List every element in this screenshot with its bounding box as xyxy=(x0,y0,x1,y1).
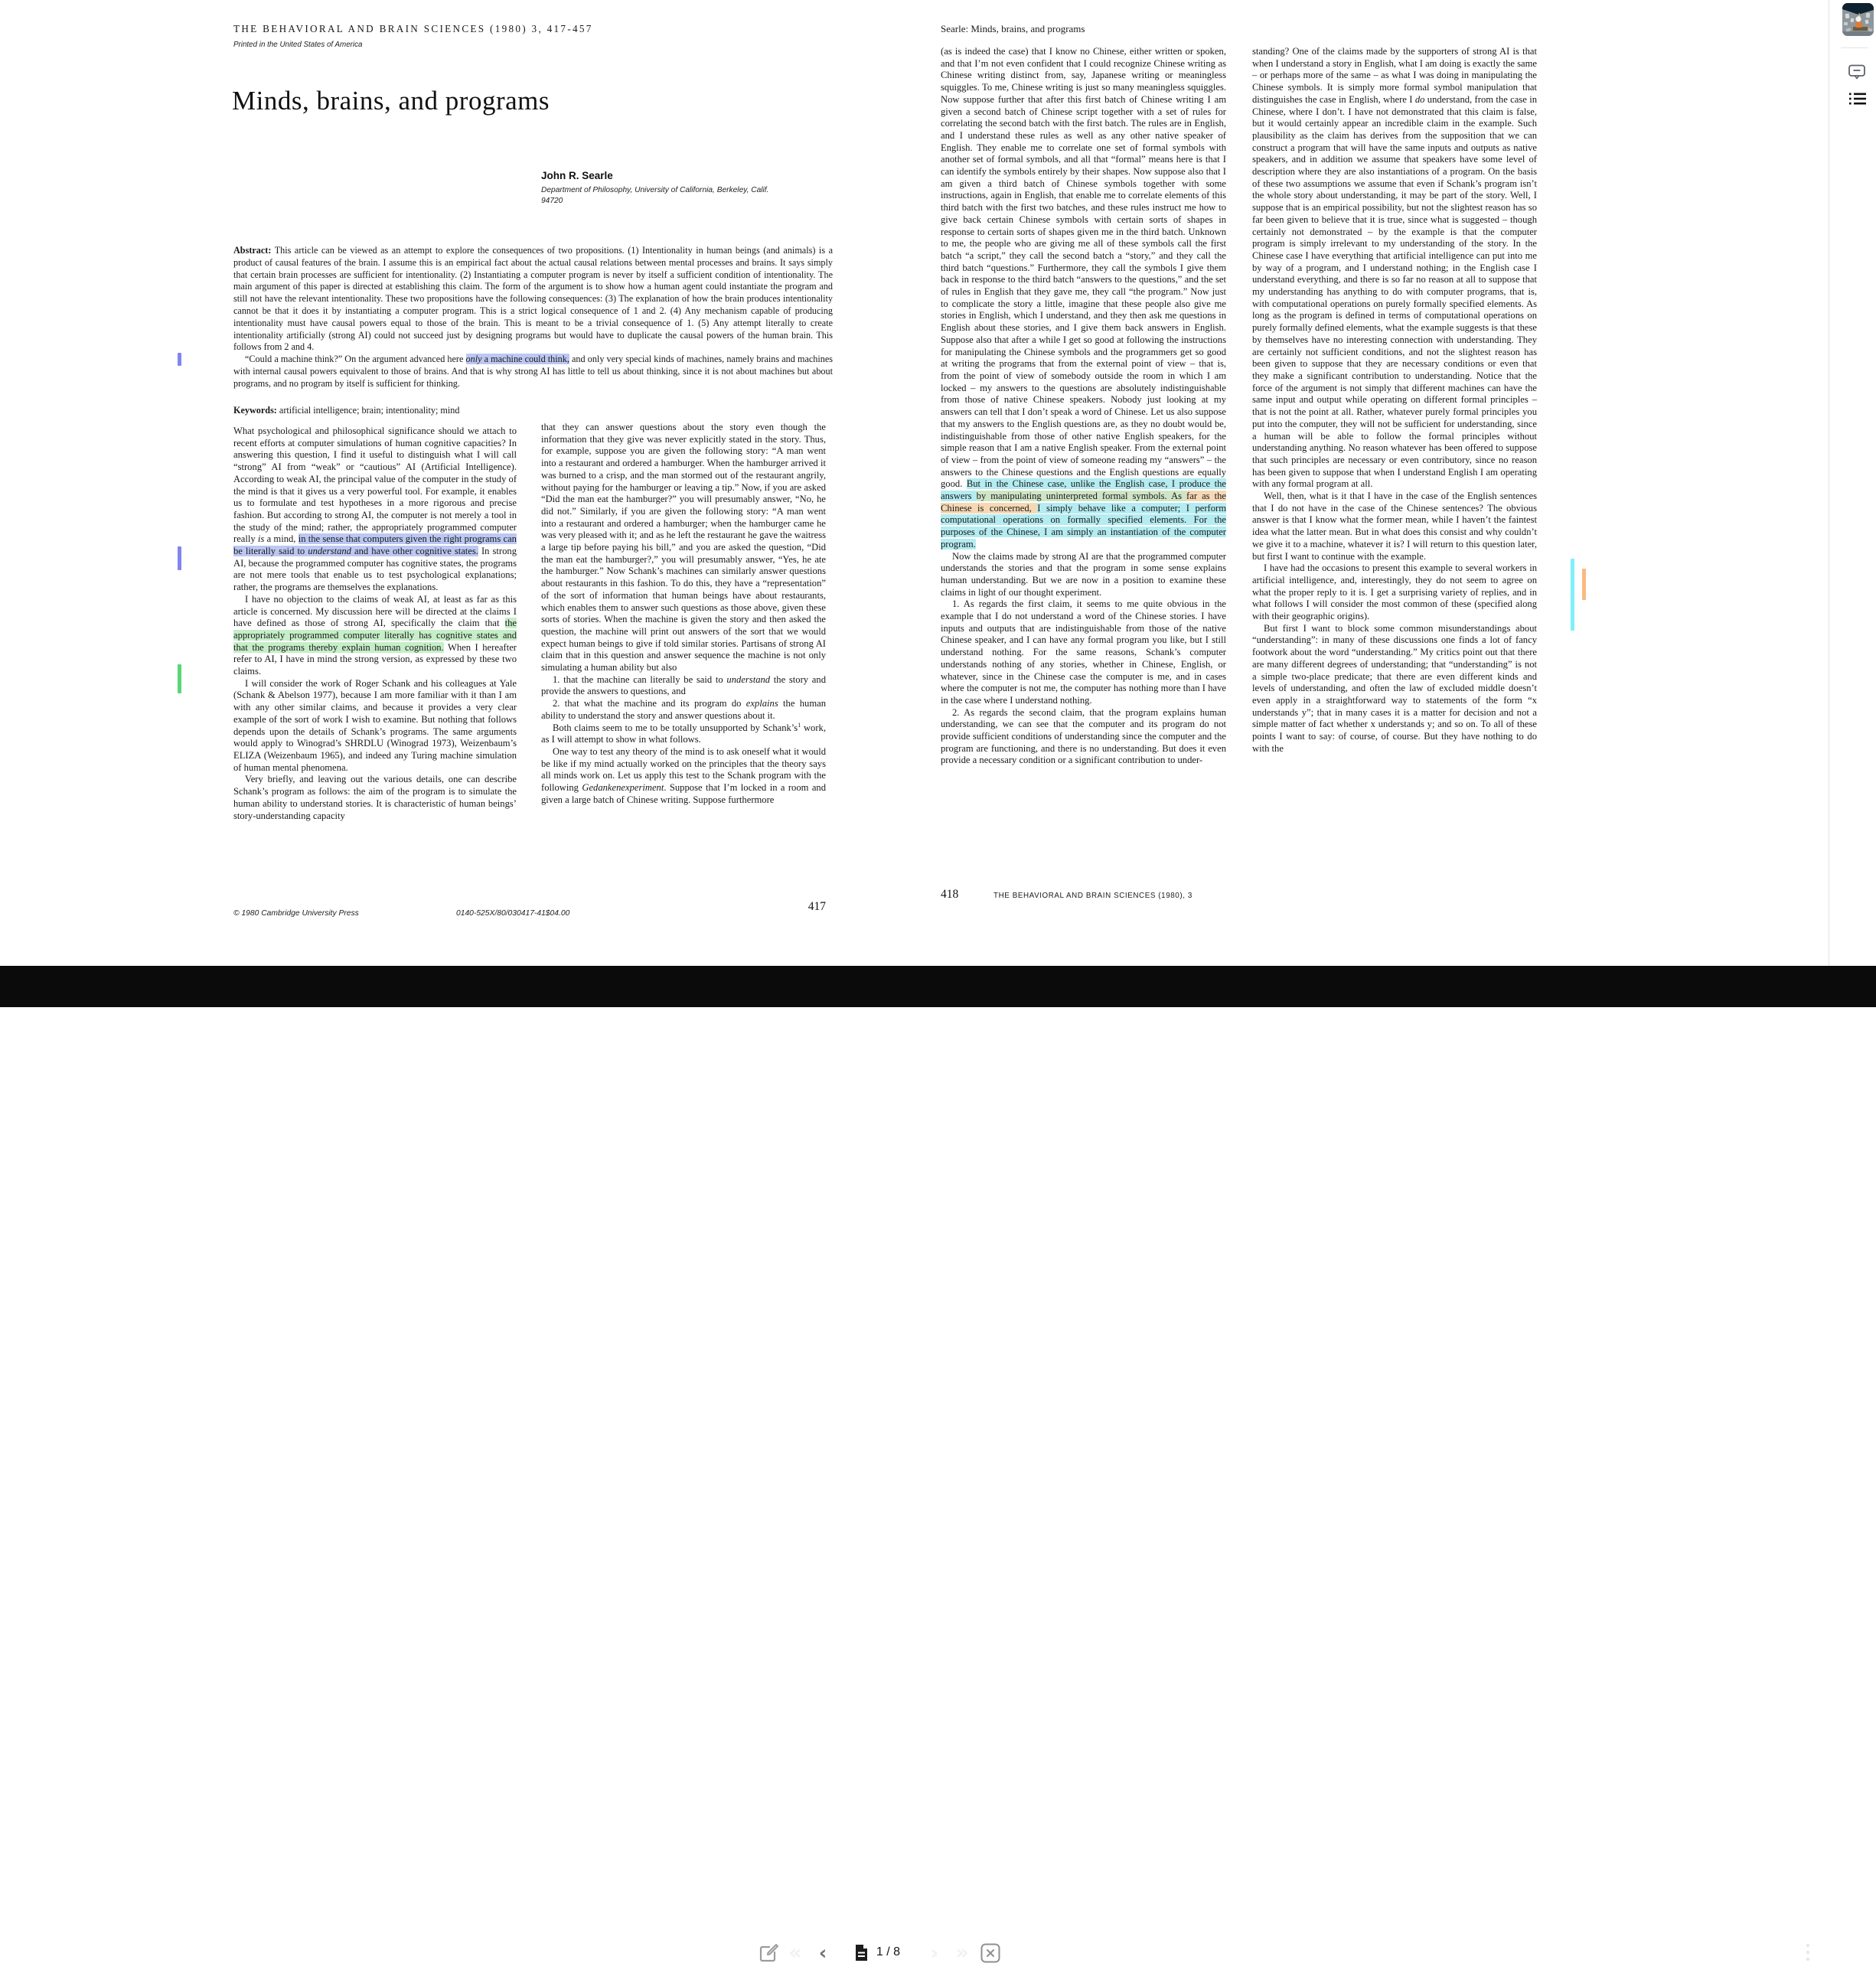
right-page-column-2 xyxy=(1252,46,1537,882)
affiliation-line2: 94720 xyxy=(541,196,563,205)
paragraph xyxy=(1252,563,1537,623)
text-run: artificial intelligence; brain; intentionality; mind xyxy=(276,405,460,416)
text-run: When I hereafter refer to AI, I have in mind the strong version, as expressed by these two claims. xyxy=(233,641,517,677)
text-highlight-peach[interactable]: far as the Chinese is concerned, xyxy=(941,491,1226,514)
text-highlight-green[interactable]: the appropriately programmed computer literally has cognitive states and that the programs thereby explain human cognition. xyxy=(233,618,517,653)
running-head: Searle: Minds, brains, and programs xyxy=(941,23,1085,34)
text-run: I have had the occasions to present this example to several workers in artificial intelligence, and, interestingly, they do not seem to agree on what the proper reply to it is. I get a surprising variety of replies, and in what follows I will consider the most common of these (specified along with their geographic origins). xyxy=(1252,563,1537,622)
text-run: Well, then, what is it that I have in the case of the English sentences that I do not have in the case of the Chinese sentences? The obvious answer is that I know what the former mean, while I haven’t the faintest idea what the latter mean. But in what does this consist and why couldn’t we give it to a machine, whatever it is? I will return to this question later, but first I want to continue with the example. xyxy=(1252,491,1537,562)
comment-icon[interactable] xyxy=(1848,64,1865,82)
text-run: a mind, xyxy=(264,533,299,545)
paragraph xyxy=(541,722,826,746)
paragraph xyxy=(541,698,826,722)
page-indicator-label: 1 / 8 xyxy=(876,1945,901,1958)
abstract xyxy=(233,245,833,406)
paragraph xyxy=(941,598,1226,706)
document-icon xyxy=(854,1944,869,1962)
copyright-line: © 1980 Cambridge University Press xyxy=(233,909,359,918)
text-run: One way to test any theory of the mind is to ask oneself what it would be like if my mind actually worked on the principles that the theory says all minds work on. Let us apply this test to the Schank program with the following xyxy=(541,745,826,794)
journal-footer: THE BEHAVIORAL AND BRAIN SCIENCES (1980), 3 xyxy=(993,892,1192,900)
text-run: . Suppose that I’m locked in a room and given a large batch of Chinese writing. Suppose furthermore xyxy=(541,782,826,805)
text-run: I will consider the work of Roger Schank and his colleagues at Yale (Schank & Abelson 1977), because I am more familiar with it than I am with any other similar claims, and because it provides a very clear example of the sort of work I wish to examine. But nothing that follows depends upon the details of Schank’s programs. The same arguments would apply to Winograd’s SHRDLU (Winograd 1973), Weizenbaum’s ELIZA (Weizenbaum 1965), and indeed any Turing machine simulation of human mental phenomena. xyxy=(233,677,517,773)
text-highlight-cyan[interactable]: I simply behave like a computer; I perform computational operations on formally specified elements. For the purposes of the Chinese, I am simply an instantiation of the computer program. xyxy=(941,502,1226,550)
text-highlight-periwinkle[interactable]: and have other cognitive states. xyxy=(351,546,478,557)
journal-header: THE BEHAVIORAL AND BRAIN SCIENCES (1980) 3, 417-457 xyxy=(233,23,593,34)
text-highlight-periwinkle[interactable]: a machine could think, xyxy=(481,354,569,365)
annotation-marker-green[interactable] xyxy=(178,664,181,693)
text-run: (as is indeed the case) that I know no Chinese, either written or spoken, and that I’m not even confident that I could recognize Chinese writing as Chinese writing distinct from, say, Japanese writing or meaningless squiggles. To me, Chinese writing is just so many meaningless squiggles. Now suppose further that after this first batch of Chinese writing I am given a second batch of Chinese script together with a set of rules for correlating the second batch with the first batch. The rules are in English, and I understand these rules as well as any other native speaker of English. They enable me to correlate one set of formal symbols with another set of formal symbols, and all that “formal” means here is that I can identify the symbols entirely by their shapes. Now suppose also that I am given a third batch of Chinese symbols together with some instructions, again in English, that enable me to correlate elements of this third batch with the first two batches, and these rules instruct me how to give back certain Chinese symbols with certain sorts of shapes in response to certain sorts of shapes given me in the third batch. Unknown to me, the people who are giving me all of these symbols call the first batch “a script,” they call the second batch a “story,” and they call the third batch “questions.” Furthermore, they call the symbols I give them back in response to the third batch “answers to the questions,” and the set of rules in English that they gave me, they call “the program.” Now just to complicate the story a little, imagine that these people also give me stories in English, which I understand, and they then ask me questions in English about these stories, and I give them back answers in English. Suppose also that after a while I get so good at following the instructions for manipulating the Chinese symbols and the programmers get so good at writing the programs that from the external point of view – that is, from the point of view of somebody outside the room in which I am locked – my answers to the questions are absolutely indistinguishable from those of native Chinese speakers. Nobody just looking at my answers can tell that I don’t speak a word of Chinese. Let us also suppose that my answers to the English questions are, as they no doubt would be, indistinguishable from those of other native English speakers, for the simple reason that I am a native English speaker. From the external point of view – from the point of view of someone reading my “answers” – the answers to the Chinese questions and the English questions are equally good. xyxy=(941,46,1226,490)
printed-note: Printed in the United States of America xyxy=(233,41,363,49)
sidebar-divider xyxy=(1841,47,1868,48)
right-sidebar xyxy=(1829,0,1876,966)
outline-list-icon[interactable] xyxy=(1849,93,1866,107)
text-run: understand, from the case in Chinese, where I don’t. I have not demonstrated that this claim is false, but it would certainly appear an incredible claim in the example. Such plausibility as the claim has derives from the supposition that we can construct a program that will have the same inputs and outputs as native speakers, and in addition we assume that speakers have some level of description where they are also instantiations of a program. On the basis of these two assumptions we assume that even if Schank’s program isn’t the whole story about understanding, it may be part of the story. Well, I suppose that is an empirical possibility, but not the slightest reason has so far been given to believe that it is true, since what is suggested – though certainly not demonstrated – by the example is that the computer program is simply irrelevant to my understanding of the story. In the Chinese case I have everything that artificial intelligence can put into me by way of a program, and I understand nothing; in the English case I understand everything, and there is so far no reason at all to suppose that my understanding has anything to do with computer programs, that is, with computational operations on purely formally specified elements. As long as the program is defined in terms of computational operations on purely formally defined elements, what the example suggests is that these by themselves have no interesting connection with understanding. They are certainly not sufficient conditions, and not the slightest reason has been given to suppose that they are necessary conditions or even that they make a significant contribution to understanding. Notice that the force of the argument is not simply that different machines can have the same input and output while operating on different formal principles – that is not the point at all. Rather, whatever purely formal principles you put into the computer, they will not be sufficient for understanding, since a human will be able to follow the formal principles without understanding anything. No reason whatever has been offered to suppose that such principles are necessary or even contributory, since no reason has been given to suppose that when I understand English I am operating with any formal program at all. xyxy=(1252,93,1537,490)
text-highlight-periwinkle[interactable]: only xyxy=(465,354,482,365)
text-run: Very briefly, and leaving out the various details, one can describe Schank’s program as follows: the aim of the program is to simulate the human ability to understand stories. It is characteristic of human beings’ story-understanding capacity xyxy=(233,774,517,821)
text-run: that they can answer questions about the story even though the information that they give was never explicitly stated in the story. Thus, for example, suppose you are given the following story: “A man went into a restaurant and ordered a hamburger. When the hamburger arrived it was burned to a crisp, and the man stormed out of the restaurant angrily, without paying for the hamburger or leaving a tip.” Now, if you are asked “Did the man eat the hamburger?” you will presumably answer, “No, he did not.” Similarly, if you are given the following story: “A man went into a restaurant and ordered a hamburger; when the hamburger came he was very pleased with it; and as he left the restaurant he gave the waitress a large tip before paying his bill,” and you are asked the question, “Did the man eat the hamburger?,” you will presumably answer, “Yes, he ate the hamburger.” Now Schank’s machines can similarly answer questions about restaurants in this fashion. To do this, they have a “representation” of the sort of information that human beings have about restaurants, which enables them to answer such questions as those above, given these sorts of stories. When the machine is given the story and then asked the question, the machine will print out answers of the sort that we would expect human beings to give if told similar stories. Partisans of strong AI claim that in this question and answer sequence the machine is not only simulating a human ability but also xyxy=(541,422,826,673)
paragraph xyxy=(541,422,826,674)
text-run: Both claims seem to me to be totally unsupported by Schank’s xyxy=(553,722,798,733)
annotation-marker-periwinkle-abstract[interactable] xyxy=(178,353,181,366)
text-run: Now the claims made by strong AI are that the programmed computer understands the stories and that the program in some sense explains human understanding. But we are now in a position to examine these claims in light of our thought experiment. xyxy=(941,550,1226,598)
chinese-room-illustration xyxy=(1842,3,1874,36)
text-run: This article can be viewed as an attempt to explore the consequences of two propositions. (1) Intentionality in human beings (and animals) is a product of causal features of the brain. I assume this is an empirical fact about the actual causal relations between mental processes and brains. It says simply that certain brain processes are sufficient for intentionality. (2) Instantiating a computer program is never by itself a sufficient condition of intentionality. The main argument of this paper is directed at establishing this claim. The form of the argument is to show how a human agent could instantiate the program and still not have the relevant intentionality. These two propositions have the following consequences: (3) The explanation of how the brain produces intentionality cannot be that it does it by instantiating a computer program. This is a strict logical consequence of 1 and 2. (4) Any mechanism capable of producing intentionality must have causal powers equal to those of the brain. This is meant to be a trivial consequence of 1. (5) Any attempt literally to create intentionality artificially (strong AI) could not succeed just by designing programs but would have to duplicate the causal powers of the human brain. This follows from 2 and 4. xyxy=(233,245,833,353)
paragraph xyxy=(233,245,833,354)
paragraph xyxy=(1252,491,1537,563)
more-vertical-icon[interactable] xyxy=(1800,1941,1816,1964)
article-title: Minds, brains, and programs xyxy=(232,86,550,116)
annotation-marker-periwinkle-col1[interactable] xyxy=(178,546,181,570)
text-run: But first I want to block some common misunderstandings about “understanding”: in many of these discussions one finds a lot of fancy footwork about the word “understanding.” My critics point out that there are many different degrees of understanding; that “understanding” is not a simple two-place predicate; that there are even different kinds and levels of understanding, and often the law of excluded middle doesn’t even apply in a straightforward way to statements of the form “x understands y”; that in many cases it is a matter for decision and not a simple matter of fact whether x understands y; and so on. To all of these points I want to say: of course, of course. But they have nothing to do with the xyxy=(1252,622,1537,754)
text-run: I have no objection to the claims of weak AI, at least as far as this article is concerned. My discussion here will be directed at the claims I have defined as those of strong AI, specifically the claim that xyxy=(233,593,517,629)
text-run: do xyxy=(1414,93,1425,105)
paragraph xyxy=(541,746,826,807)
author-name: John R. Searle xyxy=(541,170,613,181)
text-run: 1. that the machine can literally be said to xyxy=(553,673,727,685)
text-run: Abstract: xyxy=(233,245,272,256)
keywords xyxy=(233,405,833,416)
prev-page-button[interactable]: ‹ xyxy=(813,1932,833,1973)
close-box-icon[interactable] xyxy=(980,1942,1000,1963)
last-page-button[interactable]: » xyxy=(951,1932,974,1973)
paragraph xyxy=(233,426,517,594)
text-run: 2. As regards the second claim, that the program explains human understanding, we can see that the computer and its program do not provide sufficient conditions of understanding since the computer and the program are functioning, and there is no understanding. But does it even provide a necessary condition or a significant contribution to under- xyxy=(941,706,1226,766)
page-number-418: 418 xyxy=(941,888,959,901)
affiliation-line1: Department of Philosophy, University of California, Berkeley, Calif. xyxy=(541,186,769,194)
issn-code: 0140-525X/80/030417-41$04.00 xyxy=(456,909,570,918)
paragraph xyxy=(941,46,1226,551)
paragraph xyxy=(233,678,517,775)
text-highlight-periwinkle[interactable]: understand xyxy=(308,546,351,557)
text-highlight-cyan[interactable]: But in the Chinese case, unlike the English case, I produce the answers xyxy=(941,478,1226,502)
text-run: What psychological and philosophical significance should we attach to recent efforts at computer simulations of human cognitive capacities? In answering this question, I find it useful to distinguish what I will call “strong” AI from “weak” or “cautious” AI (Artificial Intelligence). According to weak AI, the principal value of the computer in the study of the mind is that it gives us a very powerful tool. For example, it enables us to formulate and test hypotheses in a more rigorous and precise fashion. But according to strong AI, the computer is not merely a tool in the study of the mind; rather, the appropriately programmed computer really xyxy=(233,426,517,545)
annotation-marker-orange[interactable] xyxy=(1582,569,1586,600)
text-run: Gedankenexperiment xyxy=(582,782,664,794)
first-page-button[interactable]: « xyxy=(784,1932,807,1973)
annotation-marker-cyan[interactable] xyxy=(1571,559,1574,631)
text-run: Keywords: xyxy=(233,405,277,416)
author-affiliation xyxy=(541,185,863,206)
text-run: “Could a machine think?” On the argument advanced here xyxy=(245,354,466,365)
paragraph xyxy=(233,354,833,390)
page-number-417: 417 xyxy=(807,900,826,913)
paragraph xyxy=(941,551,1226,599)
text-run: standing? One of the claims made by the supporters of strong AI is that when I understand a story in English, what I am doing is exactly the same – or perhaps more of the same – as what I was doing in manipulating the Chinese symbols. It is simply more formal symbol manipulation that distinguishes the case in English, where I xyxy=(1252,46,1537,105)
text-run: is xyxy=(257,533,265,545)
text-run: In strong AI, because the programmed computer has cognitive states, the programs are not mere tools that enable us to test psychological explanations; rather, the programs are themselves the explanations. xyxy=(233,546,517,593)
left-page-column-2 xyxy=(541,422,826,892)
text-run: explains xyxy=(746,698,778,709)
text-run: the story and provide the answers to questions, and xyxy=(541,673,826,697)
bottom-toolbar xyxy=(0,966,1876,1965)
paragraph xyxy=(233,774,517,822)
text-run: 1. As regards the first claim, it seems to me quite obvious in the example that I do not understand a word of the Chinese stories. I have inputs and outputs that are indistinguishable from those of the native Chinese speaker, and I can have any formal program you like, but I still understand nothing. For the same reasons, Schank’s computer understands nothing of any stories, whether in Chinese, English, or whatever, since in the Chinese case the computer is me, and in cases where the computer is not me, the computer has nothing more than I have in the case where I understand nothing. xyxy=(941,598,1226,706)
next-page-button[interactable]: › xyxy=(925,1932,945,1973)
right-page-column-1 xyxy=(941,46,1226,882)
text-highlight-periwinkle[interactable]: in the sense that computers given the right programs can be literally said to xyxy=(233,533,517,557)
paragraph xyxy=(1252,623,1537,755)
left-page-column-1 xyxy=(233,426,517,889)
page-indicator-pill[interactable] xyxy=(836,1935,918,1969)
paragraph xyxy=(1252,46,1537,491)
text-run: 1 xyxy=(798,721,801,729)
paragraph xyxy=(541,674,826,698)
text-run: and only very special kinds of machines, namely brains and machines with internal causal powers equivalent to those of brains. And that is why strong AI has little to tell us about thinking, since it is not about machines but about programs, and no program by itself is sufficient for thinking. xyxy=(233,354,833,389)
text-run: 2. that what the machine and its program do xyxy=(553,698,746,709)
paragraph xyxy=(941,707,1226,768)
paragraph xyxy=(233,594,517,678)
text-run: work, as I will attempt to show in what follows. xyxy=(541,722,826,745)
annotate-icon[interactable] xyxy=(758,1941,781,1964)
chinese-room-thumbnail[interactable] xyxy=(1842,3,1874,36)
text-highlight-olive[interactable]: by manipulating uninterpreted formal symbols. As xyxy=(976,491,1187,502)
text-run: understand xyxy=(726,673,771,685)
text-run: the human ability to understand the story and answer questions about it. xyxy=(541,698,826,721)
